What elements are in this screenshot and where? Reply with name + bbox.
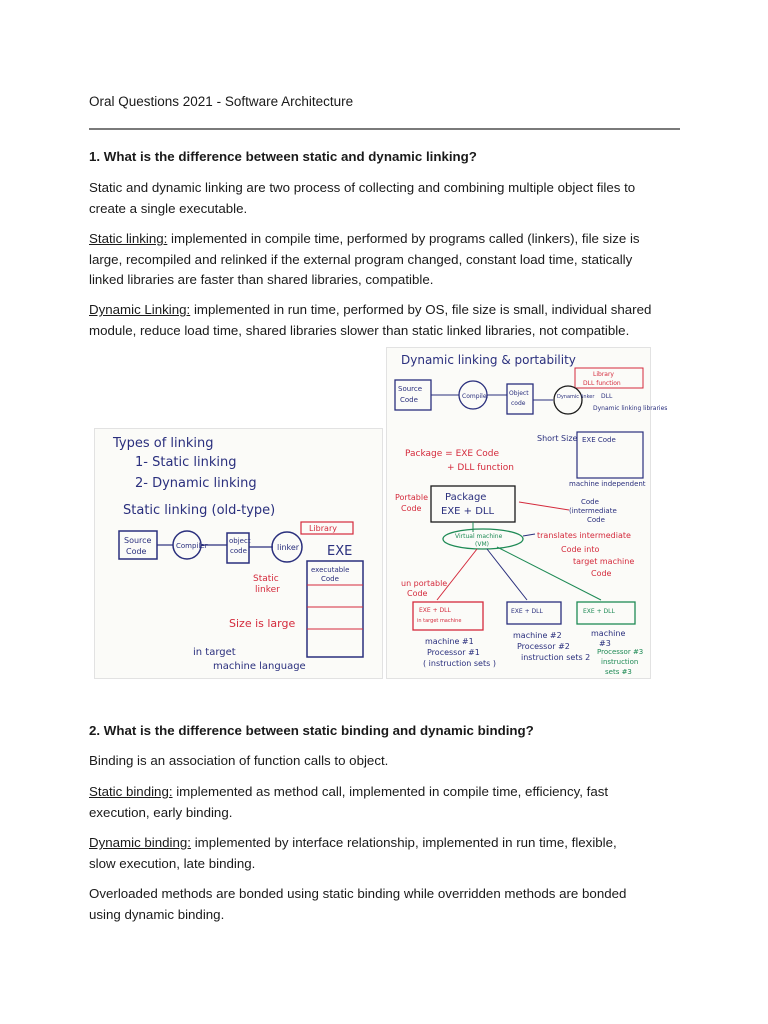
br-m3: machine	[591, 629, 626, 638]
br-exe-dll: EXE + DLL	[441, 506, 495, 517]
dynamic-linking-line2: module, reduce load time, shared libraries slower than static linked libraries, not compatible.	[89, 322, 630, 338]
document-title: Oral Questions 2021 - Software Architecture	[89, 94, 354, 109]
br-m2: machine #2	[513, 631, 562, 640]
br-p3: Processor #3	[597, 648, 644, 656]
br-code2: code	[511, 400, 526, 407]
br-exe-dll2: EXE + DLL	[511, 608, 543, 615]
br-exe-code: EXE Code	[582, 436, 616, 444]
br-object: Object	[509, 390, 529, 397]
static-binding-line1: implemented as method call, implemented in compile time, efficiency, fast	[172, 784, 609, 799]
title-divider	[89, 128, 680, 130]
bl-executable: executable	[311, 566, 350, 574]
br-code6: Code	[591, 569, 612, 578]
br-dll-function: DLL function	[583, 380, 621, 387]
q1-intro	[89, 178, 679, 219]
q1-intro-line1: Static and dynamic linking are two process of collecting and combining multiple object files to	[89, 180, 636, 195]
br-intermediate: (intermediate	[569, 507, 617, 515]
bl-linker: linker	[277, 543, 300, 552]
bl-compiler: Compiler	[176, 542, 208, 550]
static-linking-line2: large, recompiled and relinked if the external program changed, constant load time, statically	[89, 251, 633, 267]
static-binding-term: Static binding:	[89, 784, 173, 799]
dynamic-binding-line2: slow execution, late binding.	[89, 855, 256, 871]
bl-object: object	[229, 537, 251, 545]
question-2-heading: 2. What is the difference between static binding and dynamic binding?	[89, 723, 534, 738]
whiteboard-static-linking-photo	[94, 428, 383, 679]
br-package-eq: Package = EXE Code	[405, 449, 500, 459]
br-code4: Code	[581, 498, 599, 506]
bl-l2: 1- Static linking	[135, 455, 237, 470]
bl-code2: code	[230, 547, 247, 555]
bl-exe: EXE	[327, 544, 353, 559]
br-compiler: Compiler	[462, 393, 490, 400]
br-code5: Code	[587, 516, 605, 524]
static-linking-line1: implemented in compile time, performed by programs called (linkers), file size is	[167, 231, 640, 246]
q2-intro: Binding is an association of function calls to object.	[89, 753, 389, 768]
q2-static-binding-paragraph	[89, 782, 679, 823]
br-m1: machine #1	[425, 637, 474, 646]
dynamic-binding-term: Dynamic binding:	[89, 835, 191, 850]
static-binding-line2: execution, early binding.	[89, 804, 233, 820]
q2-dynamic-binding-paragraph	[89, 833, 679, 874]
bl-library: Library	[309, 524, 337, 533]
br-title: Dynamic linking & portability	[401, 353, 576, 367]
q2-closing-paragraph	[89, 884, 679, 925]
br-dll: DLL	[601, 393, 613, 400]
br-dll-function2: + DLL function	[447, 463, 514, 473]
br-virtual-machine: Virtual machine	[455, 533, 503, 540]
br-m3b: #3	[599, 639, 611, 648]
br-translates: translates intermediate	[537, 531, 631, 540]
q2-closing-line2: using dynamic binding.	[89, 906, 225, 922]
question-1-heading: 1. What is the difference between static and dynamic linking?	[89, 149, 477, 164]
bl-l3: 2- Dynamic linking	[135, 476, 257, 491]
q1-dynamic-linking-paragraph	[89, 300, 679, 341]
bl-size-large: Size is large	[229, 617, 296, 630]
br-library-dll: Library	[593, 371, 614, 378]
br-is3b: sets #3	[605, 668, 632, 676]
br-dll-libraries: Dynamic linking libraries	[593, 405, 668, 412]
br-code: Code	[400, 396, 418, 404]
dynamic-linking-line1: implemented in run time, performed by OS, file size is small, individual shared	[190, 302, 652, 317]
br-short-size: Short Size	[537, 434, 578, 443]
dynamic-binding-line1: implemented by interface relationship, implemented in run time, flexible,	[191, 835, 617, 850]
q1-static-linking-paragraph	[89, 229, 679, 291]
static-linking-line3: linked libraries are faster than shared libraries, compatible.	[89, 272, 434, 287]
br-is1: ( instruction sets )	[423, 659, 496, 668]
q1-intro-line2: create a single executable.	[89, 200, 248, 216]
br-exe-dll1: EXE + DLL	[419, 607, 451, 614]
bl-linker2: linker	[255, 585, 280, 595]
br-p2: Processor #2	[517, 642, 570, 651]
br-code7: Code	[407, 589, 428, 598]
static-linking-term: Static linking:	[89, 231, 168, 246]
br-p1: Processor #1	[427, 648, 480, 657]
bl-l4: Static linking (old-type)	[123, 503, 276, 518]
br-machine-independent: machine independent	[569, 480, 646, 488]
bl-in-target: in target	[193, 647, 236, 658]
br-exe-dll3: EXE + DLL	[583, 608, 615, 615]
br-is3: instruction	[601, 658, 639, 666]
br-dynamic-linker: Dynamic linker	[557, 394, 595, 400]
bl-static: Static	[253, 574, 279, 584]
bl-l1: Types of linking	[113, 436, 214, 451]
br-unportable: un portable	[401, 579, 448, 588]
dynamic-linking-term: Dynamic Linking:	[89, 302, 191, 317]
br-target-machine: target machine	[573, 557, 635, 566]
br-portable: Portable	[395, 493, 428, 502]
br-source: Source	[398, 385, 423, 393]
br-in-target1: in target machine	[417, 618, 462, 624]
bl-source: Source	[124, 536, 152, 545]
q2-closing-line1: Overloaded methods are bonded using static binding while overridden methods are bonded	[89, 886, 627, 901]
bl-machine-language: machine language	[213, 661, 306, 672]
bl-code3: Code	[321, 575, 339, 583]
br-package: Package	[445, 492, 487, 503]
br-is2: instruction sets 2	[521, 653, 591, 662]
whiteboard-dynamic-linking-photo	[386, 347, 668, 679]
br-vm: (VM)	[475, 541, 489, 548]
br-code-into: Code into	[561, 545, 600, 554]
bl-code: Code	[126, 547, 147, 556]
br-code-portable: Code	[401, 504, 422, 513]
